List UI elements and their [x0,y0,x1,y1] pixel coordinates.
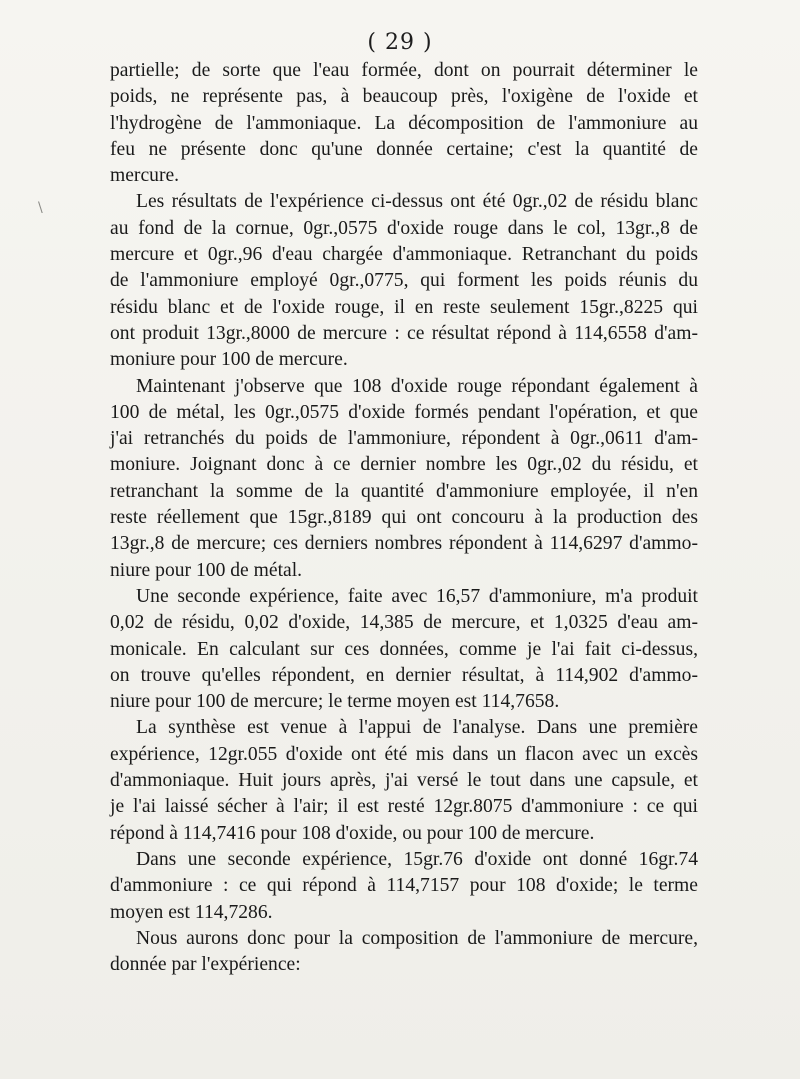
text-line: j'ai retranchés du poids de l'ammoniure, répondent à 0gr.,0611 d'am- [110,428,698,450]
text-line: on trouve qu'elles répondent, en dernier résultat, à 114,902 d'ammo- [110,664,698,686]
text-line: retranchant la somme de la quantité d'ammoniure employée, il n'en [110,480,698,502]
text-line: répond à 114,7416 pour 108 d'oxide, ou pour 100 de mercure. [110,822,595,844]
text-line: d'ammoniaque. Huit jours après, j'ai versé le tout dans une capsule, et [110,770,698,792]
text-line: niure pour 100 de métal. [110,559,303,581]
text-line: résidu blanc et de l'oxide rouge, il en reste seulement 15gr.,8225 qui [110,296,698,318]
paragraph-start-line: Nous aurons donc pour la composition de l'ammoniure de mercure, [136,927,698,949]
text-line: 100 de métal, les 0gr.,0575 d'oxide formés pendant l'opération, et que [110,401,698,423]
paragraph-start-line: Une seconde expérience, faite avec 16,57 d'ammoniure, m'a produit [136,585,698,607]
margin-mark: \ [38,200,43,216]
text-line: expérience, 12gr.055 d'oxide ont été mis dans un flacon avec un excès [110,743,698,765]
text-line: mercure et 0gr.,96 d'eau chargée d'ammoniaque. Retranchant du poids [110,244,698,266]
text-line: moniure. Joignant donc à ce dernier nombre les 0gr.,02 du résidu, et [110,454,698,476]
paragraph-start-line: Les résultats de l'expérience ci-dessus ont été 0gr.,02 de résidu blanc [136,191,698,213]
page-number: ( 29 ) [367,30,433,55]
text-line: partielle; de sorte que l'eau formée, dont on pourrait déterminer le [110,60,698,81]
text-line: feu ne présente donc qu'une donnée certaine; c'est la quantité de [110,138,698,160]
text-line: moniure pour 100 de mercure. [110,349,348,371]
text-line: ont produit 13gr.,8000 de mercure : ce résultat répond à 114,6558 d'am- [110,322,698,344]
text-line: monicale. En calculant sur ces données, comme je l'ai fait ci-dessus, [110,638,698,660]
text-line: d'ammoniure : ce qui répond à 114,7157 pour 108 d'oxide; le terme [110,875,698,897]
text-line: l'hydrogène de l'ammoniaque. La décomposition de l'ammoniure au [110,112,698,134]
text-line: de l'ammoniure employé 0gr.,0775, qui forment les poids réunis du [110,270,698,292]
text-line: moyen est 114,7286. [110,901,273,923]
paragraph-start-line: Dans une seconde expérience, 15gr.76 d'oxide ont donné 16gr.74 [136,848,698,870]
text-line: je l'ai laissé sécher à l'air; il est resté 12gr.8075 d'ammoniure : ce qui [110,796,698,818]
text-line: 13gr.,8 de mercure; ces derniers nombres répondent à 114,6297 d'ammo- [110,533,698,555]
text-line: 0,02 de résidu, 0,02 d'oxide, 14,385 de mercure, et 1,0325 d'eau am- [110,612,698,634]
text-line: mercure. [110,165,180,187]
text-line: reste réellement que 15gr.,8189 qui ont concouru à la production des [110,507,698,529]
text-line: niure pour 100 de mercure; le terme moyen est 114,7658. [110,691,560,713]
body-text [110,58,698,978]
text-line: poids, ne représente pas, à beaucoup près, l'oxigène de l'oxide et [110,86,698,108]
paragraph-start-line: La synthèse est venue à l'appui de l'analyse. Dans une première [136,717,698,739]
paragraph-start-line: Maintenant j'observe que 108 d'oxide rouge répondant également à [136,375,698,397]
text-line: donnée par l'expérience: [110,954,301,976]
text-line: au fond de la cornue, 0gr.,0575 d'oxide rouge dans le col, 13gr.,8 de [110,217,698,239]
